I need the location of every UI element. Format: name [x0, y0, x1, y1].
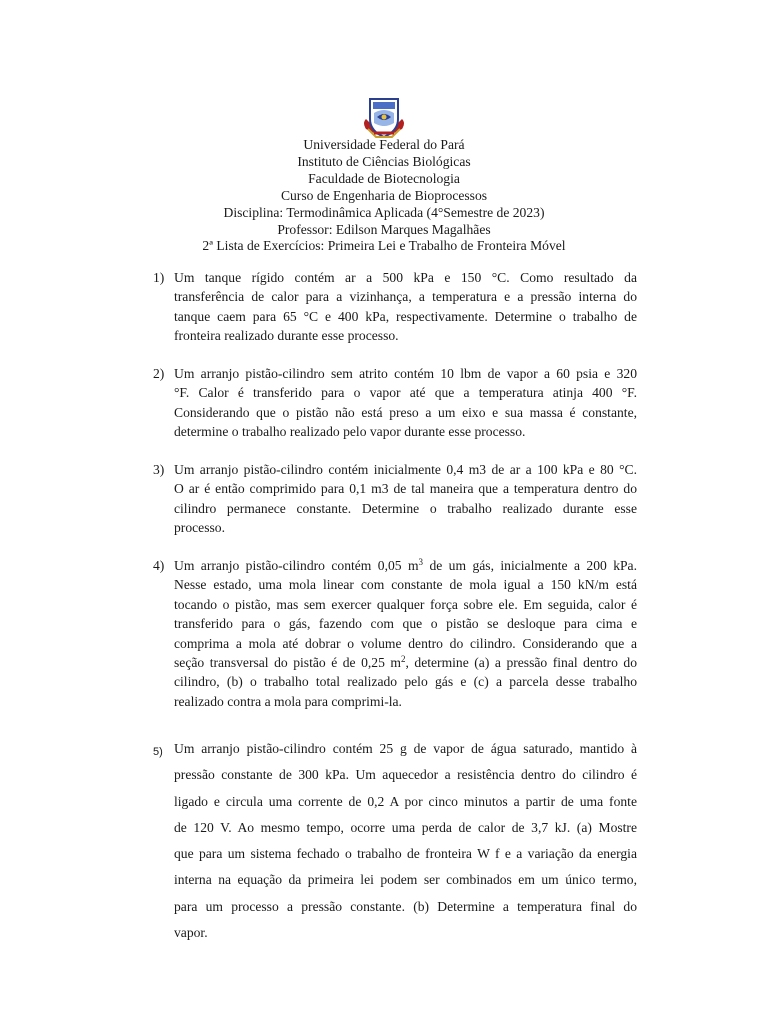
course-name: Curso de Engenharia de Bioprocessos [280, 187, 488, 203]
exercise-text-line: Um tanque rígido contém ar a 500 kPa e 150 °C. Como resultado da [174, 270, 637, 285]
faculty-name: Faculdade de Biotecnologia [308, 170, 460, 186]
exercise-text-line: de 120 V. Ao mesmo tempo, ocorre uma perda de calor de 3,7 kJ. (a) Mostre [174, 819, 637, 835]
exercise-4 [153, 556, 637, 711]
exercise-text-line: fronteira realizado durante esse processo. [174, 328, 399, 344]
exercise-text-line: interna na equação da primeira lei podem ser combinados em um único termo, [174, 872, 637, 888]
exercise-text-line: ligado e circula uma corrente de 0,2 A por cinco minutos a partir de uma fonte [174, 793, 637, 809]
exercise-text-line: Considerando que o pistão não está preso a um eixo e sua massa é constante, [174, 404, 637, 420]
exercise-text-line: seção transversal do pistão é de 0,25 $m^2$, determine (a) a pressão final dentro do [174, 654, 637, 671]
exercise-number: 2) [153, 366, 165, 381]
exercise-list-title: 2ª Lista de Exercícios: Primeira Lei e Trabalho de Fronteira Móvel [202, 238, 566, 254]
exercise-text-line: tanque caem para 65 °C e 400 kPa, respectivamente. Determine o trabalho de [174, 308, 637, 324]
exercise-text-line: °F. Calor é transferido para o vapor até que a temperatura atinja 400 °F. [174, 385, 637, 401]
exercise-text-line: vapor. [174, 925, 208, 941]
exercise-text-line: pressão constante de 300 kPa. Um aquecedor a resistência dentro do cilindro é [174, 767, 637, 783]
exercise-text-line: Um arranjo pistão-cilindro contém 25 g de vapor de água saturado, mantido à [174, 741, 637, 756]
exercise-text-line: realizado contra a mola para comprimi-la. [174, 693, 402, 709]
exercise-number: 1) [153, 270, 165, 285]
institute-name: Instituto de Ciências Biológicas [297, 153, 471, 169]
exercise-text-line: tocando o pistão, mas sem exercer qualquer força sobre ele. Em seguida, calor é [174, 596, 637, 612]
document-header [0, 137, 768, 255]
exercise-text-line: comprima a mola até dobrar o volume dentro do cilindro. Considerando que a [174, 635, 637, 651]
exercise-text-line: cilindro permanece constante. Determine o trabalho realizado durante esse [174, 500, 637, 516]
professor: Professor: Edilson Marques Magalhães [277, 221, 491, 237]
exercise-2 [153, 364, 637, 442]
exercise-text-line: processo. [174, 520, 225, 536]
ufpa-coat-of-arms-icon [360, 93, 408, 141]
exercise-text-line: para um processo a pressão constante. (b) Determine a temperatura final do [174, 898, 637, 914]
exercise-number: 5) [153, 746, 163, 758]
exercise-text-line: determine o trabalho realizado pelo vapor durante esse processo. [174, 424, 526, 440]
exercise-text-line: O ar é então comprimido para 0,1 m3 de tal maneira que a temperatura dentro do [174, 481, 637, 497]
discipline: Disciplina: Termodinâmica Aplicada (4°Semestre de 2023) [223, 204, 545, 220]
exercise-text-line: cilindro, (b) o trabalho total realizado pelo gás e (c) a parcela desse trabalho [174, 674, 637, 690]
exercise-text-line: transferido para o gás, fazendo com que o pistão se desloque para cima e [174, 616, 637, 632]
exercise-text-line: transferência de calor para a vizinhança, a temperatura e a pressão interna do [174, 289, 637, 305]
exercise-number: 3) [153, 462, 165, 477]
exercise-text-line: Um arranjo pistão-cilindro contém 0,05 $m^3$ de um gás, inicialmente a 200 kPa. [174, 557, 637, 573]
exercise-number: 4) [153, 558, 165, 573]
university-name: Universidade Federal do Pará [303, 137, 465, 152]
exercise-1 [153, 268, 637, 346]
exercise-text-line: Um arranjo pistão-cilindro contém inicialmente 0,4 m3 de ar a 100 kPa e 80 °C. [174, 462, 637, 477]
exercise-5 [153, 736, 637, 946]
exercise-text-line: que para um sistema fechado o trabalho de fronteira W f e a variação da energia [174, 846, 637, 862]
exercise-3 [153, 460, 637, 538]
exercise-text-line: Nesse estado, uma mola linear com constante de mola igual a 150 kN/m está [174, 577, 637, 593]
exercise-text-line: Um arranjo pistão-cilindro sem atrito contém 10 lbm de vapor a 60 psia e 320 [174, 366, 637, 381]
